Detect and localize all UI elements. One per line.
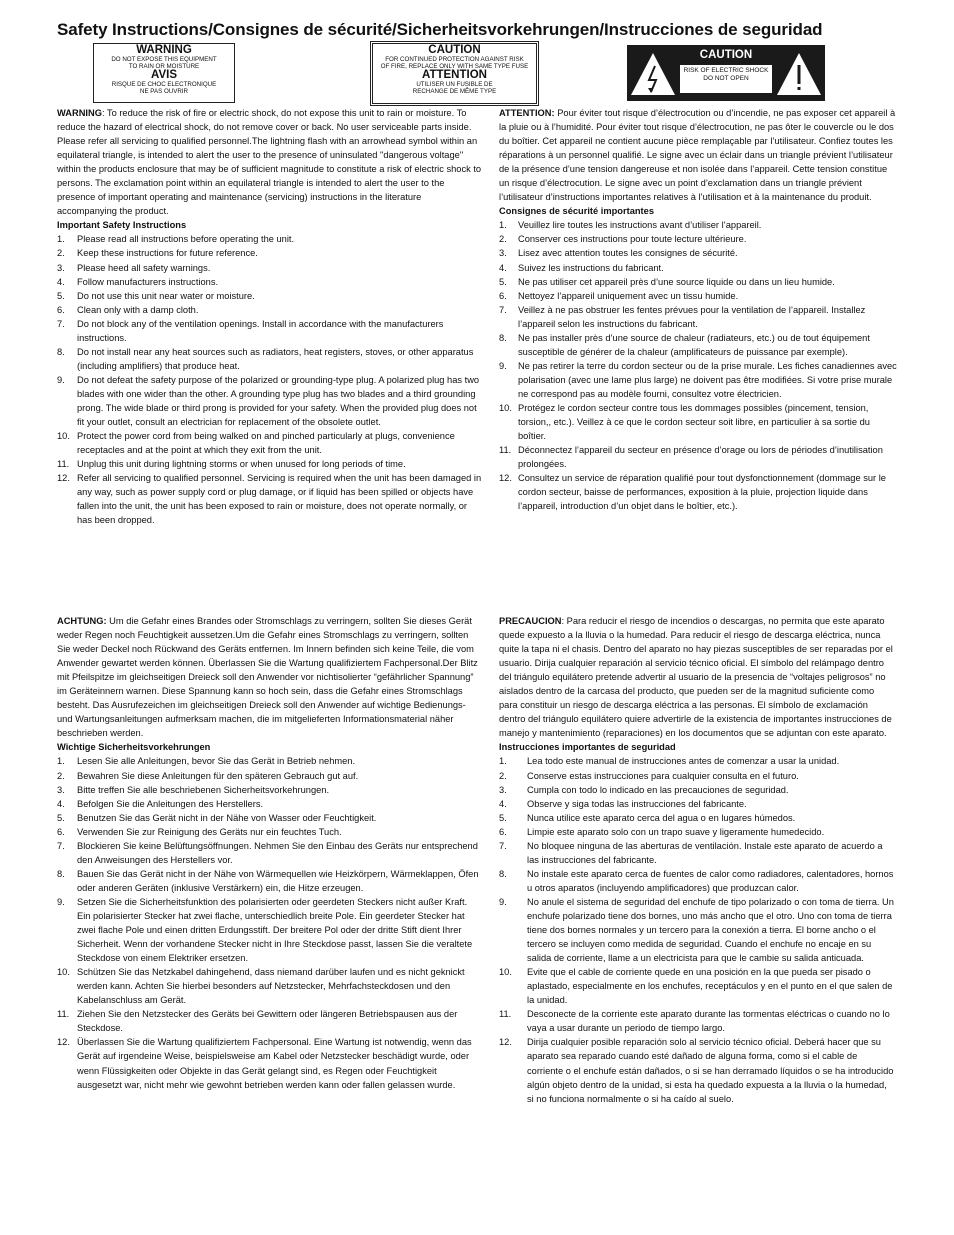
list-item: 3. Bitte treffen Sie alle beschriebenen Sicherheitsvorkehrungen. — [57, 784, 330, 795]
shock-label — [680, 49, 772, 93]
list-item: 5. Benutzen Sie das Gerät nicht in der Nähe von Wasser oder Feuchtigkeit. — [57, 812, 377, 823]
caution-line: RECHANGE DE MÊME TYPE — [412, 88, 497, 95]
list-item: 10. Evite que el cable de corriente quede en una posición en la que pueda ser pisado o aplastado, especialmente en los enchufes, receptáculos y en el punto en el que salen de la unidad. — [499, 967, 893, 1006]
shock-caution-box — [627, 45, 825, 101]
list-item: 1. Lesen Sie alle Anleitungen, bevor Sie das Gerät in Betrieb nehmen. — [57, 756, 356, 767]
french-heading: Consignes de sécurité importantes — [499, 206, 654, 217]
list-item: 7. Blockieren Sie keine Belüftungsöffnungen. Nehmen Sie den Einbau des Geräts nur entsprechend den Anweisungen des Herstellers vor. — [57, 840, 478, 865]
warning-line: NE PAS OUVRIR — [139, 88, 189, 95]
list-item: 12. Refer all servicing to qualified personnel. Servicing is required when the unit has been damaged in any way, such as power supply cord or plug damage, or if liquid has been spilled or objects have fallen into the unit, the unit has been exposed to rain or moisture, does not operate normally, or has been dropped. — [57, 473, 482, 526]
french-list — [499, 218, 899, 513]
list-item: 10. Schützen Sie das Netzkabel dahingehend, dass niemand darüber laufen und es nicht geknickt werden kann. Achten Sie hierbei besonders auf Netzstecker, Mehrfachsteckdosen und den Kabelanschluss am Gerät. — [57, 967, 465, 1006]
list-item: 12. Dirija cualquier posible reparación solo al servicio técnico oficial. Deberá hacer que su aparato sea reparado cuando esté dañado de alguna forma, como si el cable de corriente o el enchufe están dañados, o si se han derramado líquidos o se ha introducido algún objeto dentro de la unidad, si esta ha quedado expuesta a la lluvia o la humedad, si no funciona normalmente o si ha caído al suelo. — [499, 1037, 894, 1104]
english-list — [57, 232, 482, 527]
list-item: 1. Veuillez lire toutes les instructions avant d’utiliser l’appareil. — [499, 220, 762, 231]
list-item: 6. Verwenden Sie zur Reinigung des Geräts nur ein feuchtes Tuch. — [57, 826, 342, 837]
caution-line: UTILISER UN FUSIBLE DE — [416, 81, 493, 88]
list-item: 7. No bloquee ninguna de las aberturas de ventilación. Instale este aparato de acuerdo a las instrucciones del fabricante. — [499, 840, 883, 865]
list-item: 11. Desconecte de la corriente este aparato durante las tormentas eléctricas o cuando no lo vaya a usar durante un periodo de tiempo largo. — [499, 1009, 890, 1034]
german-section — [57, 614, 482, 1092]
warning-line: DO NOT EXPOSE THIS EQUIPMENT — [111, 56, 217, 63]
list-item: 6. Limpie este aparato solo con un trapo suave y ligeramente humedecido. — [499, 826, 825, 837]
list-item: 4. Observe y siga todas las instrucciones del fabricante. — [499, 798, 747, 809]
shock-heading: CAUTION — [680, 45, 772, 65]
warning-label-box — [93, 43, 235, 103]
list-item: 1. Please read all instructions before operating the unit. — [57, 234, 295, 245]
spanish-list — [499, 754, 894, 1105]
list-item: 2. Conserver ces instructions pour toute lecture ultérieure. — [499, 234, 747, 245]
english-section — [57, 106, 482, 527]
list-item: 8. No instale este aparato cerca de fuentes de calor como radiadores, calentadores, hornos u otros aparatos (incluyendo amplificadores) que produzcan calor. — [499, 868, 894, 893]
list-item: 2. Keep these instructions for future reference. — [57, 248, 258, 259]
list-item: 8. Bauen Sie das Gerät nicht in der Nähe von Wärmequellen wie Heizkörpern, Wärmeklappen, Öfen oder anderen Geräten (inklusive Verstärkern) ein, die Hitze erzeugen. — [57, 868, 479, 893]
shock-line: DO NOT OPEN — [703, 75, 749, 82]
german-intro: ACHTUNG: Um die Gefahr eines Brandes oder Stromschlags zu verringern, sollten Sie dieses Gerät weder Regen noch Feuchtigkeit aussetzen.Um die Gefahr eines Stromschlags zu verringern, sollten Sie weder Deckel noch Rückwand des Geräts entfernen. Im Innern befinden sich keine Teile, die vom Anwender gewartet werden können. Überlassen Sie die Wartung qualifiziertem Fachpersonal.Der Blitz mit Pfeilspitze im gleichseitigen Dreieck soll den Anwender vor nichtisolierter “gefährlicher Spannung” im Geräteinnern warnen. Diese Spannung kann so hoch sein, dass die Gefahr eines Stromschlags besteht. Das Ausrufezeichen im gleichseitigen Dreieck soll den Anwender auf wichtige Bedienungs- und Wartungsanleitungen aufmerksam machen, die im mitgelieferten Informationsmaterial näher beschrieben werden. — [57, 616, 478, 739]
spanish-intro: PRECAUCION: Para reducir el riesgo de incendios o descargas, no permita que este aparato quede expuesto a la lluvia o la humedad. Para reducir el riesgo de descarga eléctrica, nunca quite la tapa ni el chasis. Dentro del aparato no hay piezas susceptibles de ser reparadas por el usuario. Dirija cualquier reparación al servicio técnico oficial. El símbolo del relámpago dentro del triángulo equilátero pretende advertir al usuario de la presencia de “voltajes peligrosos” no aislados dentro de la carcasa del producto, que pueden ser de la magnitud suficiente como para constituir un riesgo de descarga eléctrica a las personas. El símbolo de exclamación dentro del triángulo equilátero quiere advertirle de la existencia de importantes instrucciones de manejo y mantenimiento (reparaciones) en los documentos que se adjuntan con este aparato. — [499, 616, 893, 739]
warning-heading: WARNING — [136, 44, 192, 56]
list-item: 5. Ne pas utiliser cet appareil près d’une source liquide ou dans un lieu humide. — [499, 276, 835, 287]
page-title: Safety Instructions/Consignes de sécurité/Sicherheitsvorkehrungen/Instrucciones de seguridad — [57, 20, 823, 39]
french-intro: ATTENTION: Pour éviter tout risque d’électrocution ou d’incendie, ne pas exposer cet appareil à la pluie ou à l’humidité. Pour éviter tout risque d’électrocution, ne pas ôter le couvercle ou le dos du boîtier. Cet appareil ne contient aucune pièce remplaçable par l’utilisateur. Confiez toutes les réparations à un personnel qualifié. Le signe avec un éclair dans un triangle prévient l’utilisateur de la présence d’une tension dangereuse et non isolée dans l’appareil. Cette tension constitue un risque d’électrocution. Le signe avec un point d’exclamation dans un triangle prévient l’utilisateur d’instructions importantes relatives à l’utilisation et à la maintenance du produit. — [499, 108, 896, 203]
exclamation-triangle-icon — [775, 50, 823, 98]
spanish-heading: Instrucciones importantes de seguridad — [499, 742, 676, 753]
list-item: 8. Ne pas installer près d’une source de chaleur (radiateurs, etc.) ou de tout équipement susceptible de générer de la chaleur (amplificateurs de puissance par exemple). — [499, 332, 870, 357]
list-item: 6. Nettoyez l’appareil uniquement avec un tissu humide. — [499, 290, 739, 301]
warning-line: RISQUE DE CHOC ELECTRONIQUE — [111, 81, 217, 88]
list-item: 6. Clean only with a damp cloth. — [57, 304, 199, 315]
caution-fuse-box — [372, 43, 537, 104]
spanish-section — [499, 614, 894, 1106]
list-item: 5. Nunca utilice este aparato cerca del agua o en lugares húmedos. — [499, 812, 796, 823]
list-item: 10. Protégez le cordon secteur contre tous les dommages possibles (pincement, tension, torsion,, etc.). Veillez à ce que le cordon secteur soit libre, en particulier à sa sortie du boîtier. — [499, 402, 870, 442]
caution-line: OF FIRE, REPLACE ONLY WITH SAME TYPE FUSE — [380, 63, 529, 70]
caution-heading: CAUTION — [428, 44, 481, 56]
english-intro: WARNING: To reduce the risk of fire or electric shock, do not expose this unit to rain or moisture. To reduce the hazard of electrical shock, do not remove cover or back. No user serviceable parts inside. Please refer all servicing to qualified personnel.The lightning flash with an arrowhead symbol within an equilateral triangle, is intended to alert the user to the presence of uninsulated "dangerous voltage" within the products enclosure that may be of sufficient magnitude to constitute a risk of electric shock to persons. The exclamation point within an equilateral triangle is intended to alert the user to the presence of important operating and maintenance (servicing) instructions in the literature accompanying the product. — [57, 108, 482, 217]
list-item: 3. Please heed all safety warnings. — [57, 262, 211, 273]
french-section — [499, 106, 899, 513]
list-item: 3. Cumpla con todo lo indicado en las precauciones de seguridad. — [499, 784, 789, 795]
list-item: 12. Überlassen Sie die Wartung qualifiziertem Fachpersonal. Eine Wartung ist notwendig, wenn das Gerät auf irgendeine Weise, beispielsweise am Kabel oder Netzstecker beschädigt wurde, oder wenn Flüssigkeiten oder Objekte in das Gerät gelangt sind, es Regen oder Feuchtigkeit ausgesetzt war, nicht mehr wie gewohnt betrieben werden kann oder fallen gelassen wurde. — [57, 1037, 472, 1090]
avis-heading: AVIS — [151, 69, 177, 81]
list-item: 9. Ne pas retirer la terre du cordon secteur ou de la prise murale. Les fiches canadiennes avec polarisation (avec une lame plus large) ne doivent pas être modifiées. Si votre prise murale ne correspond pas au modèle fourni, consultez votre électricien. — [499, 360, 897, 399]
warning-line: TO RAIN OR MOISTURE — [128, 63, 200, 70]
german-list — [57, 754, 482, 1091]
list-item: 10. Protect the power cord from being walked on and pinched particularly at plugs, convenience receptacles and at the point at which they exit from the unit. — [57, 431, 455, 456]
list-item: 5. Do not use this unit near water or moisture. — [57, 290, 255, 301]
list-item: 2. Conserve estas instrucciones para cualquier consulta en el futuro. — [499, 770, 799, 781]
list-item: 7. Veillez à ne pas obstruer les fentes prévues pour la ventilation de l’appareil. Installez l’appareil selon les instructions du fabricant. — [499, 304, 866, 329]
list-item: 4. Befolgen Sie die Anleitungen des Herstellers. — [57, 798, 264, 809]
english-heading: Important Safety Instructions — [57, 220, 187, 231]
list-item: 3. Lisez avec attention toutes les consignes de sécurité. — [499, 248, 738, 259]
list-item: 9. Do not defeat the safety purpose of the polarized or grounding-type plug. A polarized plug has two blades with one wider than the other. A grounding type plug has two blades and a third grounding prong. The wide blade or third prong is provided for your safety. When the provided plug does not fit your outlet, consult an electrician for replacement of the obsolete outlet. — [57, 374, 480, 428]
list-item: 9. No anule el sistema de seguridad del enchufe de tipo polarizado o con toma de tierra. Un enchufe polarizado tiene dos bornes, uno más ancho que el otro. Uno con toma de tierra tiene dos bornes normales y un tercero para la conexión a tierra. El borne ancho o el tercero se incluyen como medida de seguridad. Cuando el enchufe no encaje en su salida de corriente, llame a un electricista para que le cambie su salida anticuada. — [499, 896, 894, 964]
list-item: 11. Déconnectez l’appareil du secteur en présence d’orage ou lors de périodes d’inutilisation prolongées. — [499, 445, 883, 470]
shock-line: RISK OF ELECTRIC SHOCK — [683, 67, 769, 74]
list-item: 9. Setzen Sie die Sicherheitsfunktion des polarisierten oder geerdeten Steckers nicht außer Kraft. Ein polarisierter Stecker hat zwei flache, unterschiedlich breite Pole. Ein geerdeter Stecker hat zwei flache Pole und einen dritten Erdungsstift. Der breitere Pol oder der dritte Stift dient Ihrer Sicherheit. Wenn der vorhandene Stecker nicht in Ihre Steckdose passt, lassen Sie die veraltete Steckdose von einem Elektriker ersetzen. — [57, 896, 473, 964]
lightning-triangle-icon — [629, 50, 677, 98]
list-item: 4. Follow manufacturers instructions. — [57, 276, 219, 287]
list-item: 2. Bewahren Sie diese Anleitungen für den späteren Gebrauch gut auf. — [57, 770, 359, 781]
attention-heading: ATTENTION — [422, 69, 487, 81]
list-item: 11. Ziehen Sie den Netzstecker des Geräts bei Gewittern oder längeren Betriebspausen aus der Steckdose. — [57, 1009, 458, 1034]
caution-line: FOR CONTINUED PROTECTION AGAINST RISK — [385, 56, 524, 63]
list-item: 4. Suivez les instructions du fabricant. — [499, 262, 664, 273]
list-item: 7. Do not block any of the ventilation openings. Install in accordance with the manufacturers instructions. — [57, 318, 444, 343]
list-item: 8. Do not install near any heat sources such as radiators, heat registers, stoves, or other apparatus (including amplifiers) that produce heat. — [57, 346, 474, 371]
list-item: 1. Lea todo este manual de instrucciones antes de comenzar a usar la unidad. — [499, 756, 840, 767]
list-item: 11. Unplug this unit during lightning storms or when unused for long periods of time. — [57, 459, 406, 470]
german-heading: Wichtige Sicherheitsvorkehrungen — [57, 742, 211, 753]
list-item: 12. Consultez un service de réparation qualifié pour tout dysfonctionnement (dommage sur le cordon secteur, baisse de performances, exposition à la pluie, projection liquide dans l’appareil, introduction d’un objet dans le boîtier, etc.). — [499, 473, 886, 512]
